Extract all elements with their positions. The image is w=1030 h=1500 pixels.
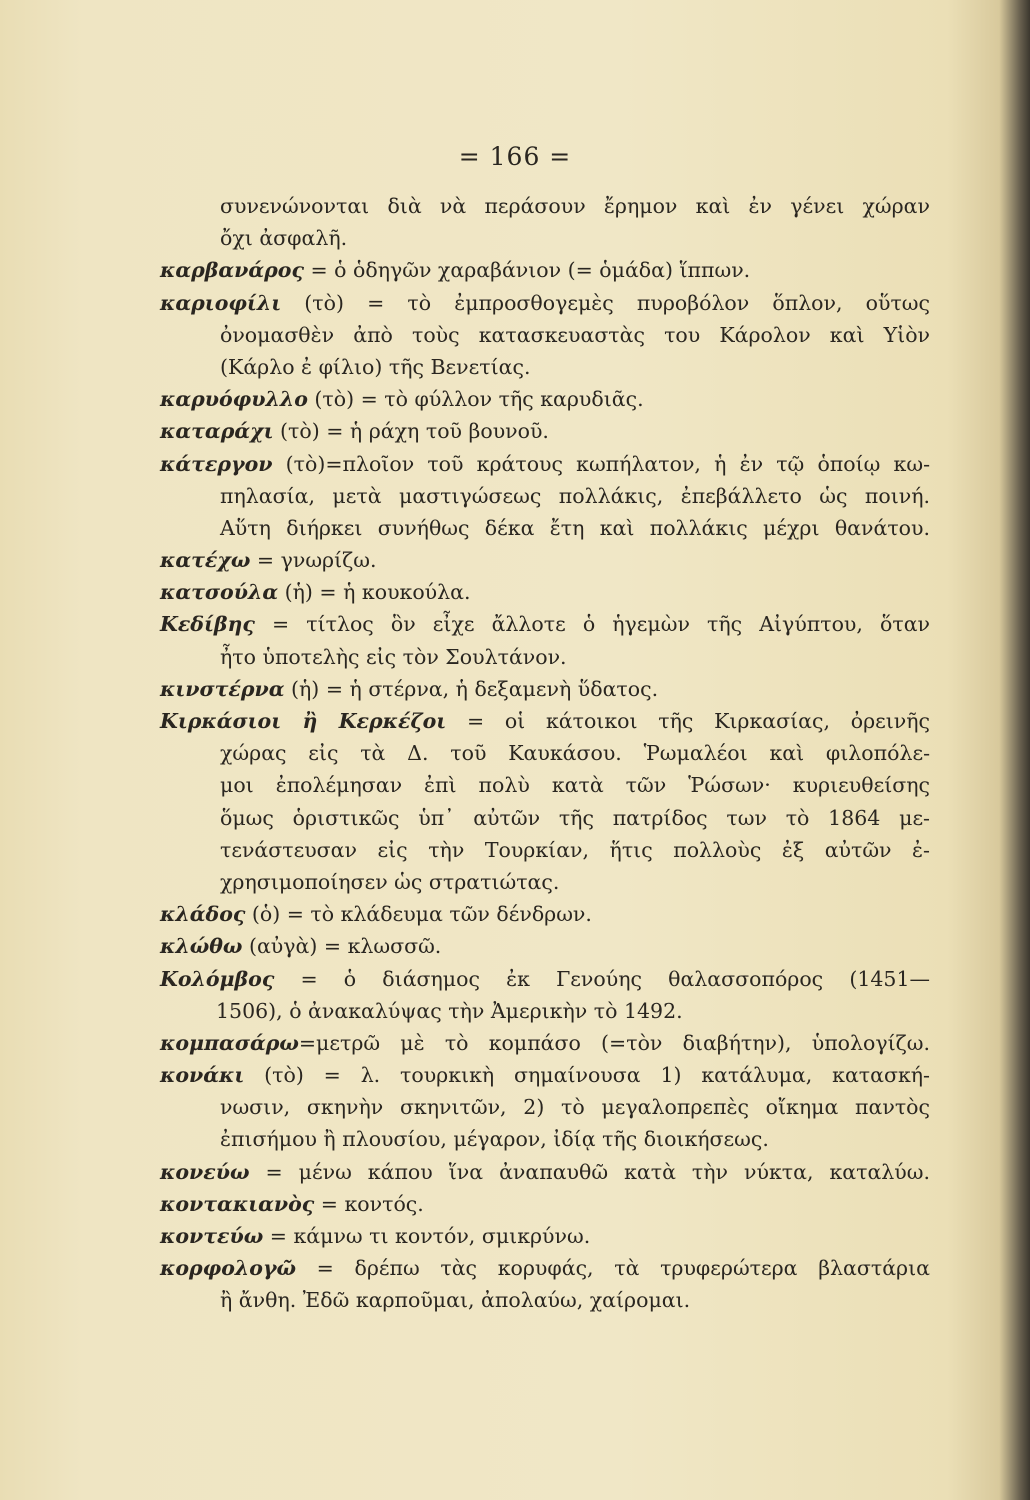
text-line: [160, 319, 930, 351]
headword: κονεύω: [160, 1159, 250, 1184]
definition-text: (τὸ) = λ. τουρκικὴ σημαίνουσα 1) κατάλυμα, κατασκή-: [244, 1063, 930, 1088]
text-line: [160, 383, 930, 415]
text-line: [160, 287, 930, 319]
text-line: [160, 351, 930, 383]
headword: κοντεύω: [160, 1224, 264, 1248]
text-line: [160, 673, 930, 705]
headword: κονάκι: [160, 1063, 245, 1088]
definition-text: ἢ ἄνθη. Ἐδῶ καρποῦμαι, ἀπολαύω, χαίρομαι.: [220, 1288, 691, 1313]
text-line: [160, 995, 930, 1027]
text-line: [160, 963, 930, 995]
text-line: [160, 802, 930, 834]
text-line: [160, 1284, 930, 1316]
text-line: [160, 866, 930, 898]
headword: καρβανάρος: [160, 258, 304, 283]
glossary-text: [160, 190, 930, 1317]
text-line: [160, 222, 930, 254]
definition-text: (Κάρλο ἐ φίλιο) τῆς Βενετίας.: [220, 354, 531, 379]
headword: κομπασάρω: [160, 1030, 299, 1055]
definition-text: (ὁ) = τὸ κλάδευμα τῶν δένδρων.: [245, 902, 592, 927]
definition-text: = γνωρίζω.: [250, 548, 377, 573]
definition-text: ὀνομασθὲν ἀπὸ τοὺς κατασκευαστὰς του Κάρολον καὶ Υἱὸν: [220, 322, 930, 347]
definition-text: ἐπισήμου ἢ πλουσίου, μέγαρον, ἰδίᾳ τῆς διοικήσεως.: [220, 1127, 769, 1152]
definition-text: = τίτλος ὃν εἶχε ἄλλοτε ὁ ἡγεμὼν τῆς Αἰγύπτου, ὅταν: [254, 612, 930, 637]
definition-text: =μετρῶ μὲ τὸ κομπάσο (=τὸν διαβήτην), ὑπολογίζω.: [298, 1030, 930, 1055]
definition-text: = κάμνω τι κοντόν, σμικρύνω.: [263, 1224, 591, 1248]
headword: καριοφίλι: [160, 290, 282, 315]
text-line: [160, 1059, 930, 1091]
text-line: [160, 641, 930, 673]
definition-text: (αὐγὰ) = κλωσσῶ.: [242, 934, 442, 959]
definition-text: ὄχι ἀσφαλῆ.: [220, 226, 348, 251]
definition-text: Αὕτη διήρκει συνήθως δέκα ἔτη καὶ πολλάκις μέχρι θανάτου.: [220, 515, 930, 540]
definition-text: νωσιν, σκηνὴν σκηνιτῶν, 2) τὸ μεγαλοπρεπὲς οἴκημα παντὸς: [220, 1095, 930, 1120]
definition-text: (τὸ) = ἡ ράχη τοῦ βουνοῦ.: [273, 419, 549, 444]
text-line: [160, 576, 930, 608]
definition-text: χρησιμοποίησεν ὡς στρατιώτας.: [220, 869, 560, 894]
headword: καρυόφυλλο: [160, 387, 308, 412]
definition-text: (τὸ) = τὸ ἐμπροσθογεμὲς πυροβόλον ὅπλον, οὕτως: [281, 290, 930, 315]
text-line: [160, 769, 930, 801]
definition-text: (τὸ) = τὸ φύλλον τῆς καρυδιᾶς.: [307, 387, 644, 412]
text-line: [160, 1091, 930, 1123]
headword: κλώθω: [160, 934, 243, 959]
definition-text: συνενώνονται διὰ νὰ περάσουν ἔρημον καὶ ἐν γένει χώραν: [220, 194, 930, 218]
headword: κλάδος: [160, 902, 246, 927]
text-line: [160, 1252, 930, 1284]
headword: κάτεργον: [160, 451, 273, 476]
text-line: [160, 834, 930, 866]
text-line: [160, 1220, 930, 1252]
text-line: [160, 705, 930, 737]
headword: Κεδίβης: [160, 612, 255, 637]
text-line: [160, 254, 930, 286]
definition-text: χώρας εἰς τὰ Δ. τοῦ Καυκάσου. Ῥωμαλέοι καὶ φιλοπόλε-: [220, 741, 930, 766]
definition-text: = μένω κάπου ἵνα ἀναπαυθῶ κατὰ τὴν νύκτα, καταλύω.: [249, 1159, 930, 1184]
definition-text: = κοντός.: [314, 1191, 424, 1216]
text-line: [160, 930, 930, 962]
definition-text: (ἡ) = ἡ κουκούλα.: [278, 580, 471, 605]
definition-text: = δρέπω τὰς κορυφάς, τὰ τρυφερώτερα βλαστάρια: [296, 1256, 930, 1281]
definition-text: = ὁ διάσημος ἐκ Γενούης θαλασσοπόρος (1451—: [274, 966, 930, 991]
headword: καταράχι: [160, 419, 274, 444]
headword: κορφολογῶ: [160, 1256, 296, 1281]
text-line: [160, 448, 930, 480]
page-number: = 166 =: [458, 142, 572, 171]
text-line: [160, 737, 930, 769]
definition-text: πηλασία, μετὰ μαστιγώσεως πολλάκις, ἐπεβάλλετο ὡς ποινή.: [220, 483, 930, 508]
definition-text: (ἡ) = ἡ στέρνα, ἡ δεξαμενὴ ὕδατος.: [284, 676, 659, 701]
definition-text: ἦτο ὑποτελὴς εἰς τὸν Σουλτάνον.: [220, 644, 567, 669]
headword: κατσούλα: [160, 580, 279, 605]
definition-text: (τὸ)=πλοῖον τοῦ κράτους κωπήλατον, ἡ ἐν τῷ ὁποίῳ κω-: [272, 451, 930, 476]
headword: κοντακιανὸς: [160, 1191, 315, 1216]
headword: Κιρκάσιοι ἢ Κερκέζοι: [160, 709, 447, 733]
headword: κατέχω: [160, 548, 251, 573]
text-line: [160, 544, 930, 576]
text-line: [160, 512, 930, 544]
headword: Κολόμβος: [160, 966, 275, 991]
text-line: [160, 1027, 930, 1059]
text-line: [160, 1123, 930, 1155]
definition-text: μοι ἐπολέμησαν ἐπὶ πολὺ κατὰ τῶν Ῥώσων· κυριευθείσης: [220, 773, 930, 798]
text-line: [160, 415, 930, 447]
text-line: [160, 898, 930, 930]
text-line: [160, 480, 930, 512]
headword: κινστέρνα: [160, 676, 285, 701]
text-line: [160, 608, 930, 640]
definition-text: τενάστευσαν εἰς τὴν Τουρκίαν, ἥτις πολλοὺς ἐξ αὐτῶν ἐ-: [220, 837, 930, 862]
definition-text: ὅμως ὁριστικῶς ὑπ᾽ αὐτῶν τῆς πατρίδος των τὸ 1864 με-: [220, 805, 930, 830]
text-line: [160, 1156, 930, 1188]
definition-text: = οἱ κάτοικοι τῆς Κιρκασίας, ὀρεινῆς: [446, 709, 930, 733]
definition-text: 1506), ὁ ἀνακαλύψας τὴν Ἀμερικὴν τὸ 1492.: [216, 998, 683, 1023]
text-line: [160, 1188, 930, 1220]
text-line: [160, 190, 930, 222]
definition-text: = ὁ ὁδηγῶν χαραβάνιον (= ὁμάδα) ἵππων.: [303, 258, 751, 283]
